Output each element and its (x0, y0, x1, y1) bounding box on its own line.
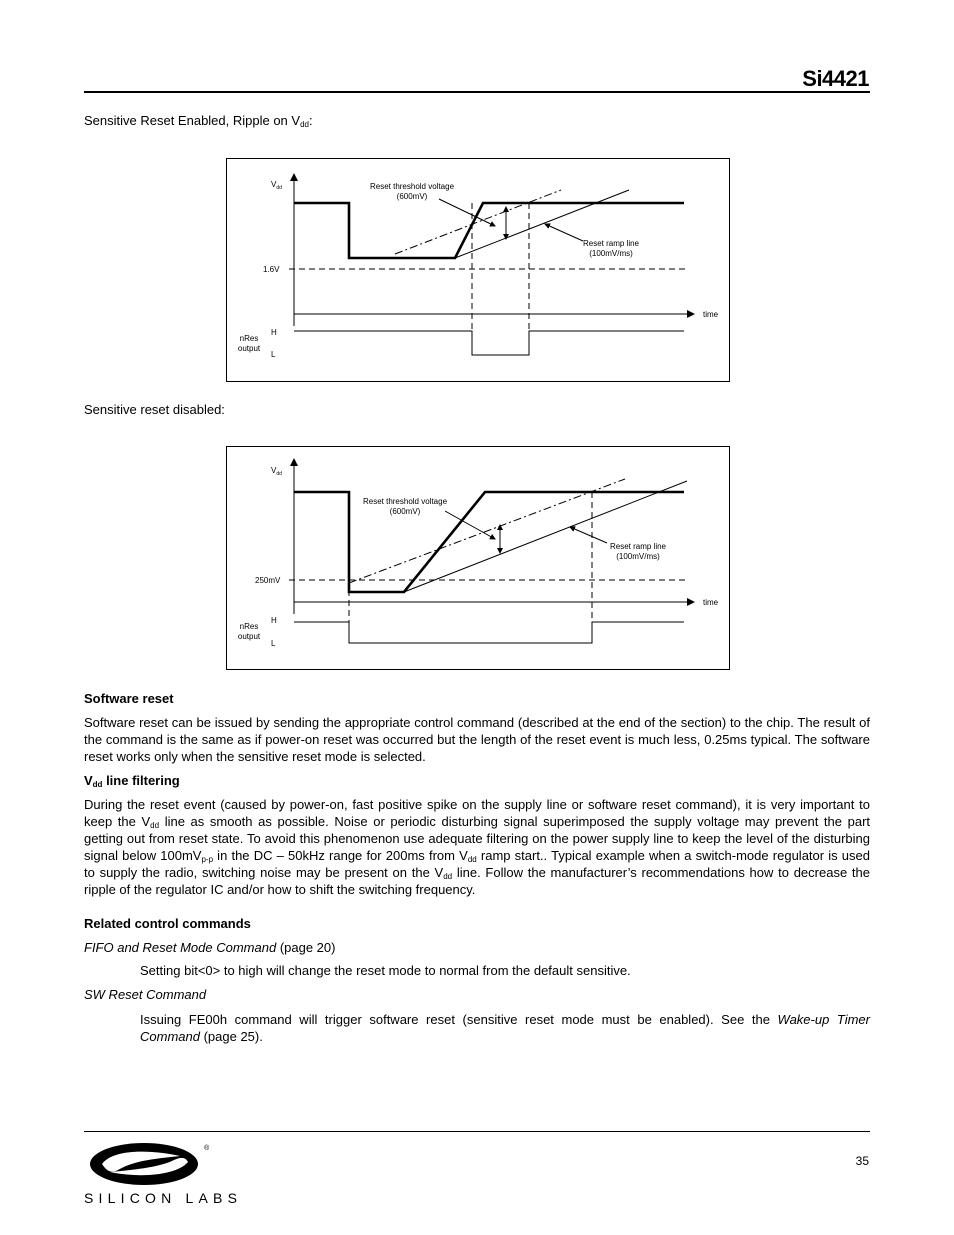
vdd-filtering-heading: $V_{dd}$ line filtering (84, 773, 180, 789)
figure1-caption-suffix: : (308, 113, 313, 128)
threshold-line (349, 479, 625, 583)
threshold-label: Reset threshold voltage (369, 182, 455, 191)
nres-label: nRes (239, 334, 259, 343)
footer-divider (84, 1131, 870, 1132)
wake-up-timer-link[interactable]: Wake-up Timer Command (140, 1012, 870, 1044)
page-number: 35 (855, 1154, 869, 1168)
ramp-value: (100mV/ms) (616, 552, 660, 561)
ramp-leader (570, 527, 607, 543)
software-reset-heading: Software reset (84, 691, 174, 706)
figure1-caption-text: Sensitive Reset Enabled, Ripple on V (84, 113, 301, 128)
header-divider (84, 91, 870, 93)
software-reset-body: Software reset can be issued by sending the appropriate control command (described at the end of the section) to the chip. The result of the command is the same as if power-on reset was occurred but the length of the reset event is much less, 0.25ms typical. The software reset works only when the sensitive reset mode is selected. (84, 715, 870, 764)
ramp-label: Reset ramp line (582, 239, 640, 248)
ramp-leader (545, 224, 583, 241)
nres-waveform (294, 331, 684, 355)
ramp-label: Reset ramp line (609, 542, 667, 551)
figure2-timing-diagram (226, 446, 730, 670)
sw-reset-command-title: SW Reset Command (84, 987, 207, 1002)
time-label: time (703, 310, 719, 319)
vdd-label: $V_{dd}$ (271, 180, 282, 191)
fifo-reset-command-title: FIFO and Reset Mode Command (page 20) (84, 940, 336, 955)
registered-mark: ® (204, 1145, 210, 1152)
silicon-labs-wordmark: SILICON LABS (84, 1190, 243, 1206)
fifo-reset-command-desc: Setting bit<0> to high will change the reset mode to normal from the default sensitive. (140, 963, 631, 978)
low-label: L (271, 639, 276, 648)
output-label: output (237, 632, 261, 641)
time-label: time (703, 598, 719, 607)
output-label: output (237, 344, 261, 353)
nres-waveform (294, 622, 684, 643)
figure1-timing-diagram (226, 158, 730, 382)
threshold-value: (600mV) (396, 192, 428, 201)
threshold-label: Reset threshold voltage (362, 497, 448, 506)
threshold-value: (600mV) (389, 507, 421, 516)
nres-label: nRes (239, 622, 259, 631)
level-label: 250mV (255, 576, 281, 585)
figure1-caption (84, 113, 313, 129)
document-title: Si4421 (802, 66, 869, 91)
sw-reset-command-desc: Issuing FE00h command will trigger software reset (sensitive reset mode must be enabled). See the Wake-up Timer Command (page 25). (140, 1012, 870, 1044)
high-label: H (271, 328, 277, 337)
vdd-label: $V_{dd}$ (271, 466, 282, 477)
high-label: H (271, 616, 277, 625)
threshold-leader (445, 511, 495, 539)
vdd-filtering-body: During the reset event (caused by power-on, fast positive spike on the supply line or software reset command), it is very important to keep the $V_{dd}$ line as smooth as possible. Noise or periodic disturbing signal superimposed the supply voltage may prevent the part getting out from reset state. To avoid this phenomenon use adequate filtering on the power supply line to keep the level of the disturbing signal below $100mV_{p-p}$ in the DC – 50kHz range for 200ms from $V_{dd}$ ramp start.. Typical example when a switch-mode regulator is used to supply the radio, switching noise may be present on the $V_{dd}$ line. Follow the manufacturer’s recommendations how to decrease the ripple of the regulator IC and/or how to shift the switching frequency. (84, 797, 871, 897)
related-commands-heading: Related control commands (84, 916, 251, 931)
level-label: 1.6V (263, 265, 280, 274)
ramp-value: (100mV/ms) (589, 249, 633, 258)
figure2-caption: Sensitive reset disabled: (84, 402, 225, 417)
figure1-caption-sub: dd (300, 120, 309, 129)
low-label: L (271, 350, 276, 359)
